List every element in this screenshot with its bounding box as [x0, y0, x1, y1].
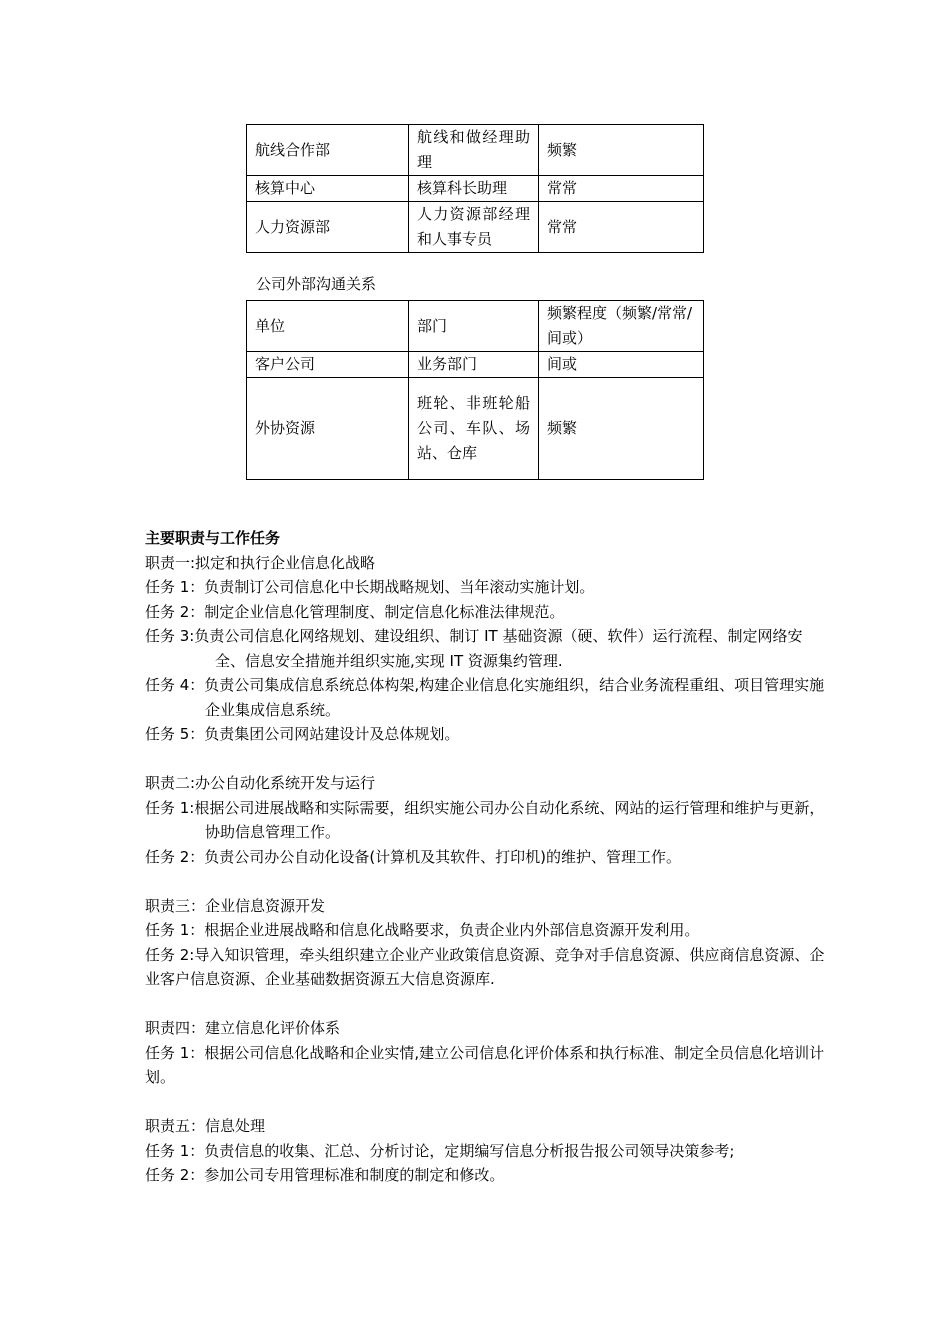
- table-row: [247, 125, 704, 176]
- task-item: 任务 2：参加公司专用管理标准和制度的制定和修改。: [145, 1166, 505, 1184]
- header-unit: 单位: [247, 301, 409, 352]
- task-item: 任务 1：负责制订公司信息化中长期战略规划、当年滚动实施计划。: [145, 578, 595, 596]
- section-title: 主要职责与工作任务: [145, 529, 281, 547]
- table-row: [247, 202, 704, 253]
- table-cell-freq: 间或: [539, 352, 704, 378]
- duty-title: 职责二:办公自动化系统开发与运行: [145, 774, 376, 792]
- task-item: 任务 5：负责集团公司网站建设计及总体规划。: [145, 725, 460, 743]
- header-freq: 频繁程度（频繁/常常/间或）: [539, 301, 704, 352]
- duty-title: 职责一:拟定和执行企业信息化战略: [145, 553, 376, 572]
- table-cell-freq: 常常: [539, 202, 704, 253]
- header-dept: 部门: [409, 301, 539, 352]
- external-communication-title: 公司外部沟通关系: [256, 275, 377, 293]
- table-cell-freq: 常常: [539, 176, 704, 202]
- table-cell-dept: 业务部门: [409, 352, 539, 378]
- duties-section: [145, 526, 825, 1188]
- internal-communication-table: [246, 124, 704, 253]
- table-cell-freq: 频繁: [539, 378, 704, 480]
- table-cell-unit: 核算中心: [247, 176, 409, 202]
- task-item: 任务 1:根据公司进展战略和实际需要，组织实施公司办公自动化系统、网站的运行管理和维护与更新，协助信息管理工作。: [145, 798, 825, 841]
- table-cell-unit: 航线合作部: [247, 125, 409, 176]
- external-communication-table: [246, 300, 704, 480]
- duty-title: 职责四：建立信息化评价体系: [145, 1019, 341, 1037]
- task-item: 任务 3:负责公司信息化网络规划、建设组织、制订 IT 基础资源（硬、软件）运行流程、制定网络安全、信息安全措施并组织实施,实现 IT 资源集约管理.: [145, 627, 803, 670]
- task-item: 任务 2：制定企业信息化管理制度、制定信息化标准法律规范。: [145, 602, 565, 621]
- task-item: 任务 2：负责公司办公自动化设备(计算机及其软件、打印机)的维护、管理工作。: [145, 847, 682, 866]
- table-row: [247, 352, 704, 378]
- duty-title: 职责三：企业信息资源开发: [145, 896, 326, 915]
- table-cell-dept: 人力资源部经理和人事专员: [409, 202, 539, 253]
- table-row: [247, 176, 704, 202]
- task-item: 任务 1：根据企业进展战略和信息化战略要求，负责企业内外部信息资源开发利用。: [145, 921, 700, 939]
- table-cell-unit: 人力资源部: [247, 202, 409, 253]
- task-item: 任务 4：负责公司集成信息系统总体构架,构建企业信息化实施组织，结合业务流程重组、项目管理实施企业集成信息系统。: [145, 676, 825, 719]
- table-cell-dept: 核算科长助理: [409, 176, 539, 202]
- table-cell-dept: 航线和做经理助理: [409, 125, 539, 176]
- task-item: 任务 1：根据公司信息化战略和企业实情,建立公司信息化评价体系和执行标准、制定全员信息化培训计划。: [145, 1043, 825, 1086]
- task-item: 任务 1：负责信息的收集、汇总、分析讨论，定期编写信息分析报告报公司领导决策参考;: [145, 1141, 735, 1160]
- table-cell-unit: 外协资源: [247, 378, 409, 480]
- table-row: [247, 378, 704, 480]
- table-header-row: [247, 301, 704, 352]
- duty-title: 职责五：信息处理: [145, 1117, 266, 1135]
- task-item: 任务 2:导入知识管理，牵头组织建立企业产业政策信息资源、竞争对手信息资源、供应商信息资源、企业客户信息资源、企业基础数据资源五大信息资源库.: [145, 945, 825, 988]
- table-cell-dept: 班轮、非班轮船公司、车队、场站、仓库: [409, 378, 539, 480]
- table-cell-freq: 频繁: [539, 125, 704, 176]
- table-cell-unit: 客户公司: [247, 352, 409, 378]
